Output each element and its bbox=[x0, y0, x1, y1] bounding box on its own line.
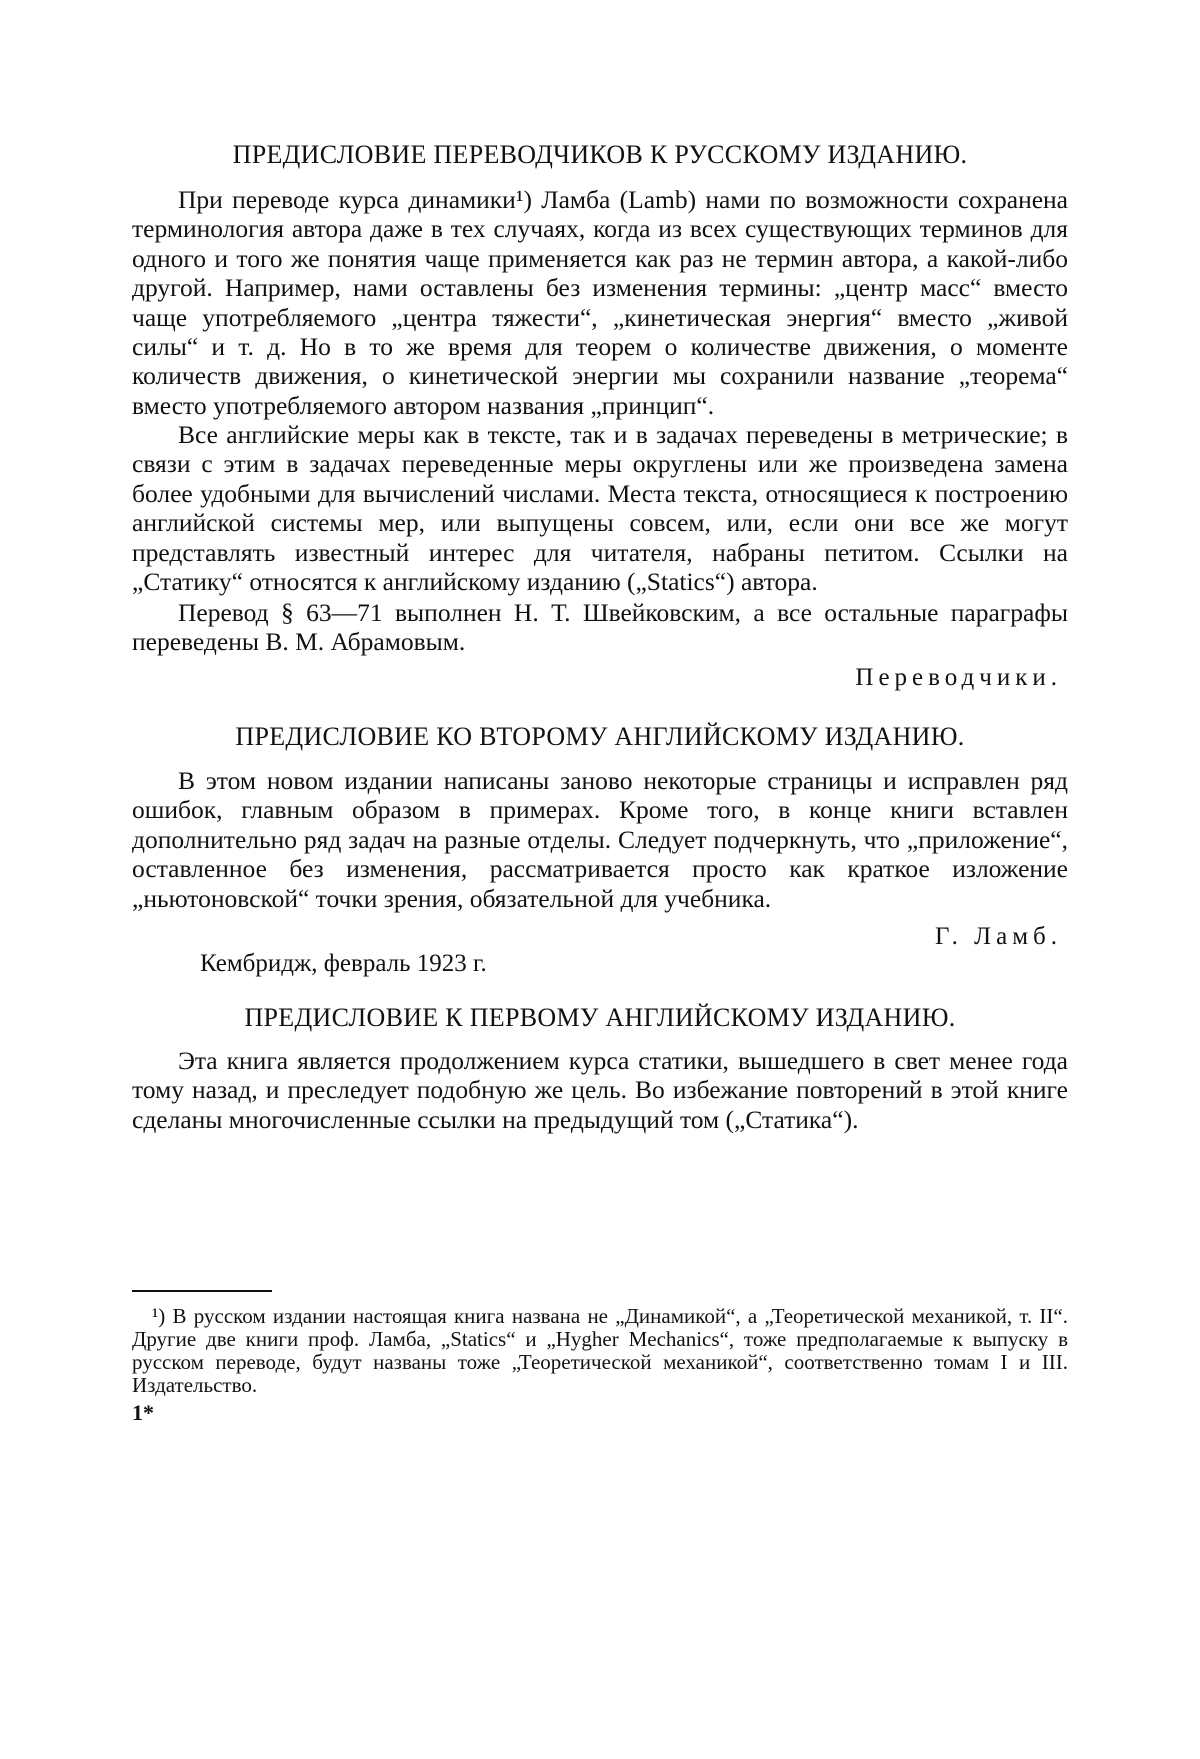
footnote: ¹) В русском издании настоящая книга названа не „Динамикой“, а „Теоретической механикой, т. II“. Другие две книги проф. Ламба, „Statics“ и „Hygher Mechanics“, тоже предполагаемые к выпуску в русском переводе, будут названы тоже „Теоретической механикой“, соответственно томам I и III. Издательство. bbox=[132, 1304, 1068, 1397]
translators-signature: Переводчики. bbox=[855, 664, 1062, 691]
second-edition-preface-paragraph: В этом новом издании написаны заново некоторые страницы и исправлен ряд ошибок, главным образом в примерах. Кроме того, в конце книги вставлен дополнительно ряд задач на разные отделы. Следует подчеркнуть, что „приложение“, оставленное без изменения, рассматривается просто как краткое изложение „ньютоновской“ точки зрения, обязательной для учебника. bbox=[132, 766, 1068, 913]
author-signature: Г. Ламб. bbox=[935, 923, 1062, 950]
translators-preface-heading: ПРЕДИСЛОВИЕ ПЕРЕВОДЧИКОВ К РУССКОМУ ИЗДАНИЮ. bbox=[232, 140, 968, 169]
translators-preface-paragraph-1: При переводе курса динамики¹) Ламба (Lamb) нами по возможности сохранена терминология автора даже в тех случаях, когда из всех существующих терминов для одного и того же понятия чаще применяется как раз не термин автора, а какой-либо другой. Например, нами оставлены без изменения термины: „центр масс“ вместо чаще употребляемого „центра тяжести“, „кинетическая энергия“ вместо „живой силы“ и т. д. Но в то же время для теорем о количестве движения, о моменте количеств движения, о кинетической энергии мы сохранили название „теорема“ вместо употребляемого автором названия „принцип“. bbox=[132, 185, 1068, 420]
first-edition-preface-paragraph: Эта книга является продолжением курса статики, вышедшего в свет менее года тому назад, и преследует подобную же цель. Во избежание повторений в этой книге сделаны многочисленные ссылки на предыдущий том („Статика“). bbox=[132, 1046, 1068, 1134]
footnote-separator bbox=[132, 1290, 272, 1292]
translators-preface-paragraph-2: Все английские меры как в тексте, так и в задачах переведены в метрические; в связи с этим в задачах переведенные меры округлены или же произведена замена более удобными для вычислений числами. Места текста, относящиеся к построению английской системы мер, или выпущены совсем, или, если они все же могут представлять известный интерес для читателя, набраны петитом. Ссылки на „Статику“ относятся к английскому изданию („Statics“) автора. bbox=[132, 420, 1068, 597]
place-and-date: Кембридж, февраль 1923 г. bbox=[200, 950, 487, 977]
first-edition-preface-heading: ПРЕДИСЛОВИЕ К ПЕРВОМУ АНГЛИЙСКОМУ ИЗДАНИЮ. bbox=[244, 1003, 956, 1032]
second-edition-preface-heading: ПРЕДИСЛОВИЕ КО ВТОРОМУ АНГЛИЙСКОМУ ИЗДАНИЮ. bbox=[235, 722, 965, 751]
page-marker: 1* bbox=[132, 1400, 154, 1425]
translators-preface-paragraph-3: Перевод § 63—71 выполнен Н. Т. Швейковским, а все остальные параграфы переведены В. М. Абрамовым. bbox=[132, 598, 1068, 657]
